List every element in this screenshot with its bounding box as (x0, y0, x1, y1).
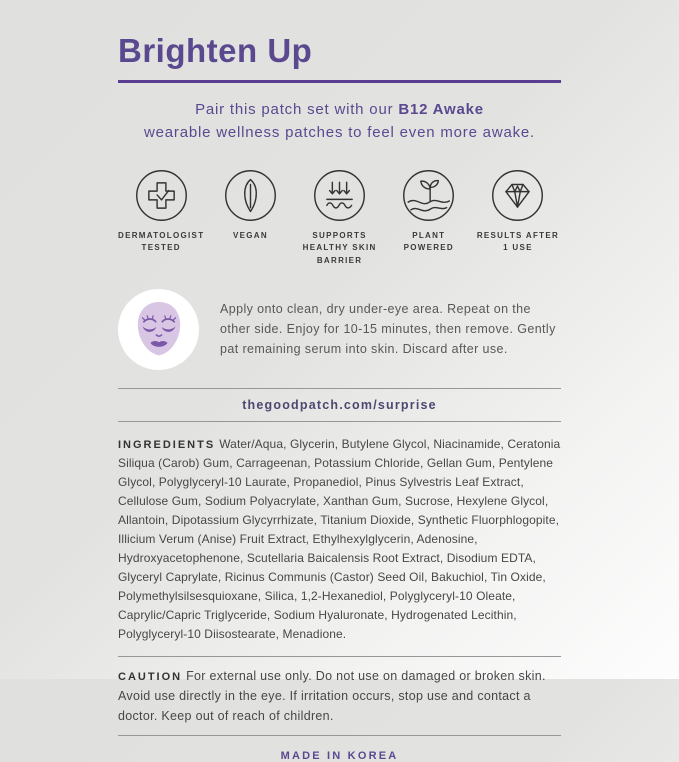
page-title: Brighten Up (118, 32, 313, 69)
sprout-icon (401, 168, 456, 223)
instructions-text: Apply onto clean, dry under-eye area. Repeat on the other side. Enjoy for 10-15 minutes, then remove. Gently pat remaining serum into skin. Discard after use. (220, 302, 556, 357)
badge-label: DERMATOLOGIST TESTED (118, 230, 205, 253)
label-content (118, 32, 561, 762)
leaf-icon (223, 168, 278, 223)
usage-instructions (118, 289, 561, 370)
badge-dermatologist-tested (118, 168, 204, 268)
caution-label: CAUTION (118, 670, 183, 683)
certification-badges-row (118, 168, 561, 268)
face-with-under-eye-patches-icon (126, 296, 192, 362)
subtitle-prefix: Pair this patch set with our (195, 101, 399, 118)
badge-label: RESULTS AFTER 1 USE (476, 230, 560, 253)
ingredients-list: Water/Aqua, Glycerin, Butylene Glycol, Niacinamide, Ceratonia Siliqua (Carob) Gum, Carrageenan, Potassium Chloride, Gellan Gum, Pentylene Glycol, Polyglyceryl-10 Laurate, Propanediol, Pinus Sylvestris Leaf Extract, Cellulose Gum, Sodium Polyacrylate, Xanthan Gum, Sucrose, Hexylene Glycol, Allantoin, Dipotassium Glycyrrhizate, Titanium Dioxide, Synthetic Fluorphlogopite, Illicium Verum (Anise) Fruit Extract, Ethylhexylglycerin, Adenosine, Hydroxyacetophenone, Scutellaria Baicalensis Root Extract, Disodium EDTA, Glyceryl Caprylate, Ricinus Communis (Castor) Seed Oil, Bakuchiol, Tin Oxide, Polymethylsilsesquioxane, Silica, 1,2-Hexanediol, Polyglyceryl-10 Oleate, Caprylic/Capric Triglyceride, Sodium Hyaluronate, Hydrogenated Lecithin, Polyglyceryl-10 Diisostearate, Menadione. (118, 436, 561, 641)
ingredients-paragraph (118, 435, 561, 644)
medical-cross-check-icon (134, 168, 189, 223)
caution-paragraph (118, 666, 561, 727)
badge-plant-powered (386, 168, 472, 268)
badge-label: VEGAN (232, 230, 268, 240)
website-url: thegoodpatch.com/surprise (242, 397, 437, 412)
caution-text: For external use only. Do not use on damaged or broken skin. Avoid use directly in the eye. If irritation occurs, stop use and contact a doctor. Keep out of reach of children. (118, 668, 546, 724)
subtitle-line2: wearable wellness patches to feel even more awake. (143, 124, 536, 142)
badge-label: SUPPORTS HEALTHY SKIN BARRIER (302, 230, 377, 266)
divider-below-caution (118, 735, 561, 736)
made-in-korea-text: MADE IN KOREA (280, 750, 399, 762)
ingredients-label: INGREDIENTS (118, 438, 216, 451)
diamond-icon (490, 168, 545, 223)
badge-vegan (207, 168, 293, 268)
divider-below-url (118, 421, 561, 422)
subtitle-product-name: B12 Awake (398, 101, 484, 118)
face-icon-circle (118, 289, 199, 370)
divider-above-caution (118, 656, 561, 657)
subtitle-text (118, 98, 561, 145)
badge-label: PLANT POWERED (403, 230, 454, 253)
skin-barrier-arrows-icon (312, 168, 367, 223)
badge-results (475, 168, 561, 268)
badge-skin-barrier (297, 168, 383, 268)
title-underline-rule (118, 80, 561, 83)
